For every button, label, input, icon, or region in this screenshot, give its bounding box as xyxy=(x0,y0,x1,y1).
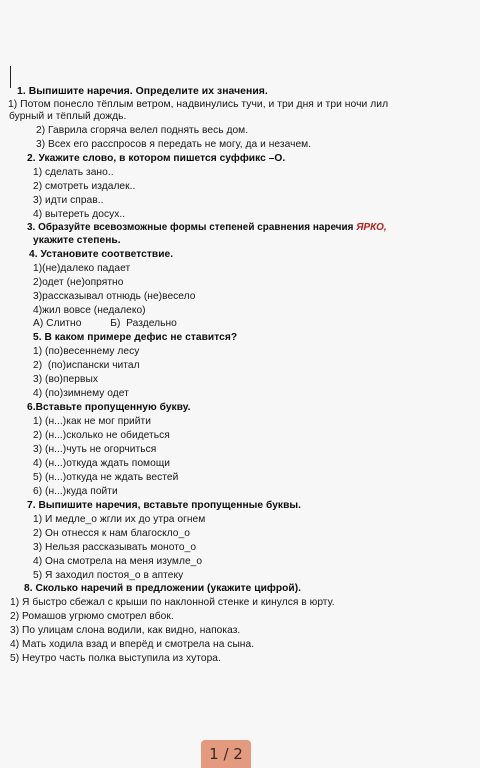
q7-item-3: 3) Нельзя рассказывать монотo_о xyxy=(33,542,197,553)
q1-item-2: 2) Гаврила сгоряча велел поднять весь дом. xyxy=(36,125,249,136)
q3-highlight-word: ЯРКО, xyxy=(356,222,387,233)
q5-heading: 5. В каком примере дефис не ставится? xyxy=(33,332,238,343)
q7-heading: 7. Выпишите наречия, вставьте пропущенные буквы. xyxy=(27,500,302,511)
q2-option-2: 2) смотреть издалек.. xyxy=(33,181,136,192)
q5-option-4: 4) (по)зимнему одет xyxy=(33,388,129,399)
page-indicator[interactable]: 1 / 2 xyxy=(201,740,251,768)
q8-item-3: 3) По улицам слона водили, как видно, напоказ. xyxy=(10,625,241,636)
q6-item-3: 3) (н...)чуть не огорчиться xyxy=(33,444,157,455)
q2-option-4: 4) вытереть досух.. xyxy=(33,209,126,220)
q5-option-2: 2) (по)испански читал xyxy=(33,360,140,371)
q2-heading: 2. Укажите слово, в котором пишется суффикс –О. xyxy=(27,153,286,164)
q7-item-2: 2) Он отнесся к нам благосклo_о xyxy=(33,528,190,539)
q1-item-1-cont: бурный и тёплый дождь. xyxy=(9,111,127,122)
q6-heading: 6.Вставьте пропущенную букву. xyxy=(27,402,191,413)
q4-item-4: 4)жил вовсе (недалеко) xyxy=(33,305,146,316)
q4-answer-options: А) Слитно Б) Раздельно xyxy=(33,318,177,329)
q5-option-1: 1) (по)весеннему лесу xyxy=(33,346,140,357)
q6-item-2: 2) (н...)сколько не обидеться xyxy=(33,430,170,441)
q4-heading: 4. Установите соответствие. xyxy=(29,249,174,260)
q5-option-3: 3) (во)первых xyxy=(33,374,98,385)
q7-item-4: 4) Она смотрела на меня изумле_о xyxy=(33,556,203,567)
q8-item-2: 2) Ромашов угрюмо смотрел вбок. xyxy=(10,611,174,622)
q6-item-6: 6) (н...)куда пойти xyxy=(33,486,118,497)
q8-item-4: 4) Мать ходила взад и вперёд и смотрела на сына. xyxy=(10,639,255,650)
q3-heading-text: 3. Образуйте всевозможные формы степеней сравнения наречия xyxy=(27,222,357,233)
q6-item-5: 5) (н...)откуда не ждать вестей xyxy=(33,472,179,483)
q2-option-1: 1) сделать зано.. xyxy=(33,167,114,178)
q3-heading-cont: укажите степень. xyxy=(33,235,121,246)
q7-item-1: 1) И медле_о жгли их до утра огнем xyxy=(33,514,206,525)
page-corner-mark xyxy=(10,66,11,88)
q1-item-3: 3) Всех его расспросов я передать не могу, да и незачем. xyxy=(36,139,312,150)
q3-heading xyxy=(27,222,387,234)
q7-item-5: 5) Я заходил постоя_о в аптеку xyxy=(33,570,184,581)
q8-heading: 8. Сколько наречий в предложении (укажите цифрой). xyxy=(24,583,302,594)
q1-heading: 1. Выпишите наречия. Определите их значения. xyxy=(17,86,268,97)
q4-item-1: 1)(не)далеко падает xyxy=(33,263,131,274)
q1-item-1: 1) Потом понесло тёплым ветром, надвинулись тучи, и три дня и три ночи лил xyxy=(8,99,389,110)
q6-item-4: 4) (н...)откуда ждать помощи xyxy=(33,458,170,469)
q2-option-3: 3) идти справ.. xyxy=(33,195,104,206)
q4-item-3: 3)рассказывал отнюдь (не)весело xyxy=(33,291,196,302)
q6-item-1: 1) (н...)как не мог прийти xyxy=(33,416,151,427)
q8-item-1: 1) Я быстро сбежал с крыши по наклонной стенке и кинулся в юрту. xyxy=(10,597,335,608)
q8-item-5: 5) Неутро часть полка выступила из хутора. xyxy=(10,653,221,664)
q4-item-2: 2)одет (не)опрятно xyxy=(33,277,124,288)
